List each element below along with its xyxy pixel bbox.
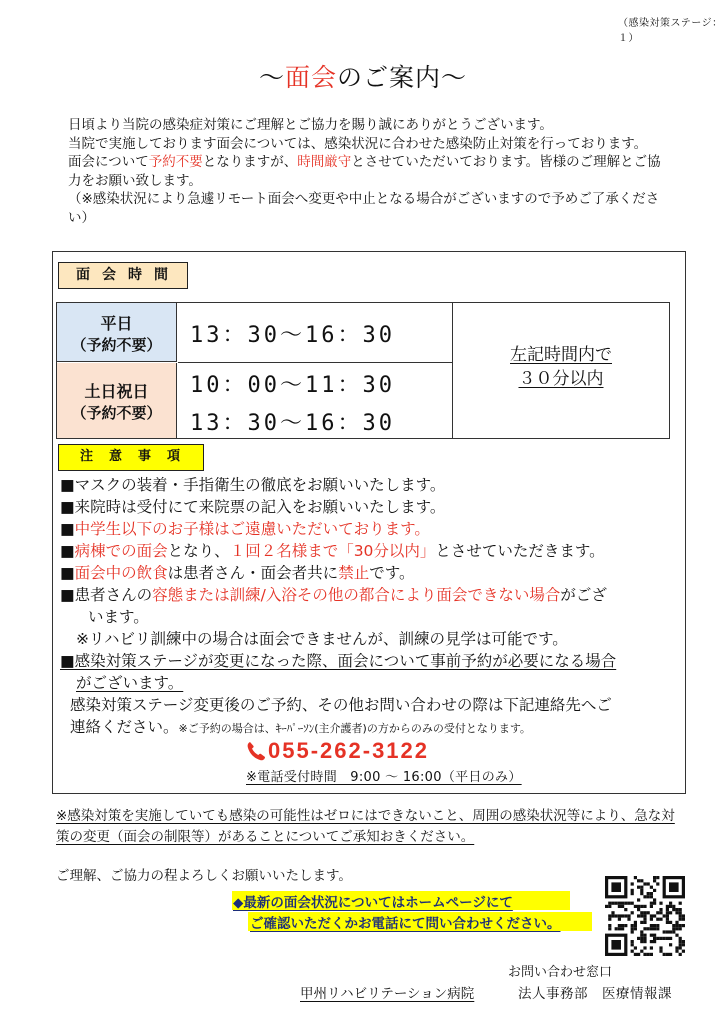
weekday-time: 13：30〜16：30 <box>190 323 395 348</box>
holiday-time-morning: 10：00〜11：30 <box>190 373 395 398</box>
contact-text-cont: 連絡ください。※ご予約の場合は、ｷｰﾊﾟｰｿﾝ(主介護者)の方からのみの受付となります。 <box>70 718 531 736</box>
note-mask: ■マスクの装着・手指衛生の徹底をお願いいたします。 <box>60 476 446 494</box>
intro-text <box>68 116 672 227</box>
department-name: 法人事務部 医療情報課 <box>518 986 672 1002</box>
reservation-note: ※ご予約の場合は、ｷｰﾊﾟｰｿﾝ(主介護者)の方からのみの受付となります。 <box>178 722 531 735</box>
reservation-not-required: 予約不要 <box>148 154 203 170</box>
time-strict: 時間厳守 <box>297 154 352 170</box>
weekday-label-cell <box>57 303 177 362</box>
holiday-label-cell <box>57 363 177 438</box>
homepage-banner-line2: ご確認いただくかお電話にて問い合わせください。 <box>250 916 561 932</box>
weekday-sub: （予約不要） <box>71 336 162 354</box>
note-eating: ■面会中の飲食は患者さん・面会者共に禁止です。 <box>60 564 415 582</box>
title-suffix: のご案内〜 <box>337 63 468 92</box>
hospital-name: 甲州リハビリテーション病院 <box>300 986 475 1002</box>
holiday-sub: （予約不要） <box>71 404 162 422</box>
time-limit-note: 左記時間内で ３０分以内 <box>510 345 612 389</box>
note-ward-visit: ■病棟での面会となり、１回２名様まで「30分以内」とさせていただきます。 <box>60 542 605 560</box>
page-title <box>0 58 726 94</box>
holiday-time-afternoon: 13：30〜16：30 <box>190 411 395 436</box>
disclaimer: ※感染対策を実施していても感染の可能性はゼロにはできないこと、周囲の感染状況等により、急な対策の変更（面会の制限等）があることについてご承知おきください。 <box>56 808 675 845</box>
row-divider <box>178 362 453 363</box>
note-patient-condition-cont: います。 <box>88 608 149 626</box>
title-prefix: 〜 <box>258 63 285 92</box>
intro-line: 日頃より当院の感染症対策にご理解とご協力を賜り誠にありがとうございます。 <box>68 117 553 133</box>
weekday-label: 平日 <box>100 314 133 333</box>
stage-label: （感染対策ステージ：１） <box>618 18 723 44</box>
qr-code-icon[interactable] <box>605 876 685 956</box>
intro-line: 面会について予約不要となりますが、時間厳守とさせていただいております。皆様のご理解とご協力をお願い致します。 <box>68 154 661 189</box>
homepage-banner-line1: ◆最新の面会状況についてはホームページにて <box>233 895 513 911</box>
phone-number[interactable]: 055-262-3122 <box>268 738 430 763</box>
inquiry-label: お問い合わせ窓口 <box>508 965 613 980</box>
note-visitor-form: ■来院時は受付にて来院票の記入をお願いいたします。 <box>60 498 446 516</box>
notes-label: 注意事項 <box>58 444 204 471</box>
visiting-hours-label: 面会時間 <box>58 262 188 289</box>
phone-hours: ※電話受付時間 9:00 〜 16:00（平日のみ） <box>246 770 522 785</box>
contact-text: 感染対策ステージ変更後のご予約、その他お問い合わせの際は下記連絡先へご <box>70 696 612 714</box>
note-rehab: ※リハビリ訓練中の場合は面会できませんが、訓練の見学は可能です。 <box>76 630 568 648</box>
thanks-text: ご理解、ご協力の程よろしくお願いいたします。 <box>56 868 352 884</box>
phone-icon <box>246 740 266 762</box>
note-children: ■中学生以下のお子様はご遠慮いただいております。 <box>60 520 430 538</box>
title-highlight: 面会 <box>284 63 337 92</box>
intro-line: （※感染状況により急遽リモート面会へ変更や中止となる場合がございますので予めご了承ください） <box>68 191 660 226</box>
holiday-label: 土日祝日 <box>84 382 149 401</box>
note-stage-change-cont: がございます。 <box>76 674 184 692</box>
intro-line: 当院で実施しております面会については、感染状況に合わせた感染防止対策を行っております。 <box>68 135 648 152</box>
note-stage-change: ■感染対策ステージが変更になった際、面会について事前予約が必要になる場合 <box>60 652 617 670</box>
note-patient-condition: ■患者さんの容態または訓練/入浴その他の都合により面会できない場合がござ <box>60 586 607 604</box>
